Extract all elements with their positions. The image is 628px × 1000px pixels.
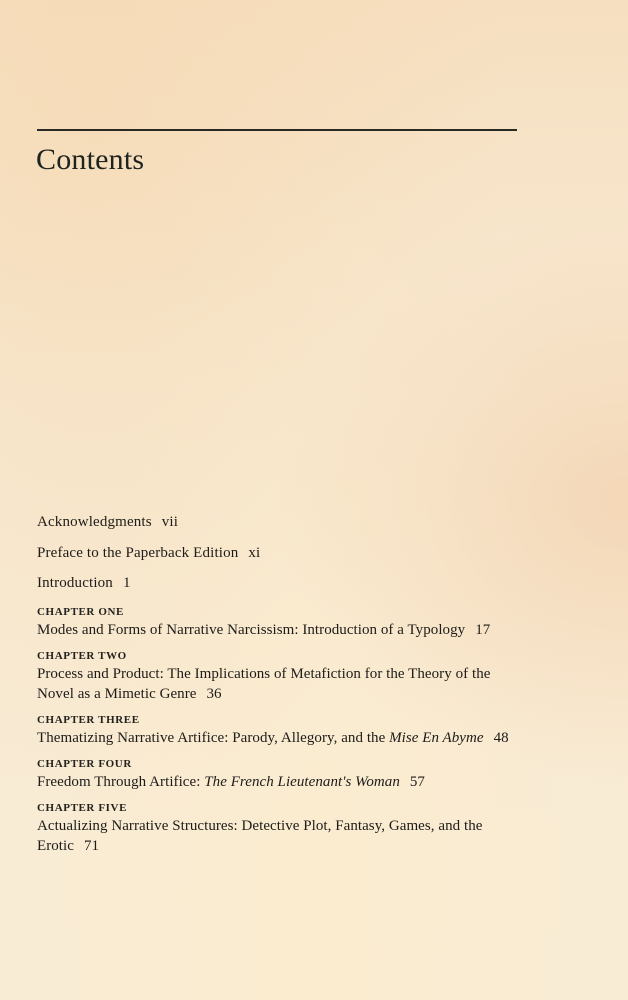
chapter-title-text: Thematizing Narrative Artifice: Parody, Allegory, and the: [37, 730, 390, 746]
top-rule: [37, 129, 517, 131]
chapter-title: [37, 772, 517, 792]
toc-entry-acknowledgments: [37, 512, 527, 532]
chapter-label: CHAPTER FOUR: [37, 758, 132, 770]
chapter-label: CHAPTER ONE: [37, 606, 124, 618]
entry-title: Introduction: [37, 575, 113, 591]
page-title: Contents: [36, 143, 145, 176]
entry-page-number: 48: [493, 730, 509, 746]
entry-page-number: 17: [475, 622, 491, 638]
toc-chapter-five: [37, 801, 527, 856]
entry-page-number: vii: [161, 514, 179, 530]
chapter-label: CHAPTER FIVE: [37, 802, 128, 814]
entry-title: Preface to the Paperback Edition: [37, 544, 239, 561]
entry-page-number: 57: [409, 774, 425, 790]
chapter-title: [37, 620, 517, 640]
entry-page-number: 36: [206, 686, 222, 702]
entry-page-number: 71: [83, 838, 100, 854]
chapter-label: CHAPTER THREE: [37, 714, 140, 726]
toc-chapter-two: [37, 649, 527, 704]
chapter-title-text: Freedom Through Artifice:: [37, 774, 205, 790]
entry-title: Acknowledgments: [37, 514, 152, 530]
chapter-label: CHAPTER TWO: [37, 650, 127, 662]
toc-chapter-four: [37, 757, 527, 792]
chapter-title-italic: Mise En Abyme: [389, 730, 484, 746]
chapter-title: [37, 728, 517, 748]
chapter-title-text: Process and Product: The Implications of Metafiction for the Theory of the Novel as a Mimetic Genre: [37, 666, 491, 702]
entry-page-number: xi: [248, 544, 261, 561]
toc-chapter-one: [37, 605, 527, 640]
toc-chapter-three: [37, 713, 527, 748]
toc-entry-preface: [37, 543, 527, 563]
toc-entry-introduction: [37, 573, 527, 593]
chapter-title: [37, 664, 517, 704]
chapter-title-text: Modes and Forms of Narrative Narcissism: Introduction of a Typology: [37, 622, 466, 638]
table-of-contents: [37, 512, 527, 856]
chapter-title-text: Actualizing Narrative Structures: Detective Plot, Fantasy, Games, and the Erotic: [37, 818, 483, 854]
chapter-title: [37, 816, 517, 856]
entry-page-number: 1: [122, 575, 131, 591]
chapter-title-italic: The French Lieutenant's Woman: [204, 774, 400, 790]
